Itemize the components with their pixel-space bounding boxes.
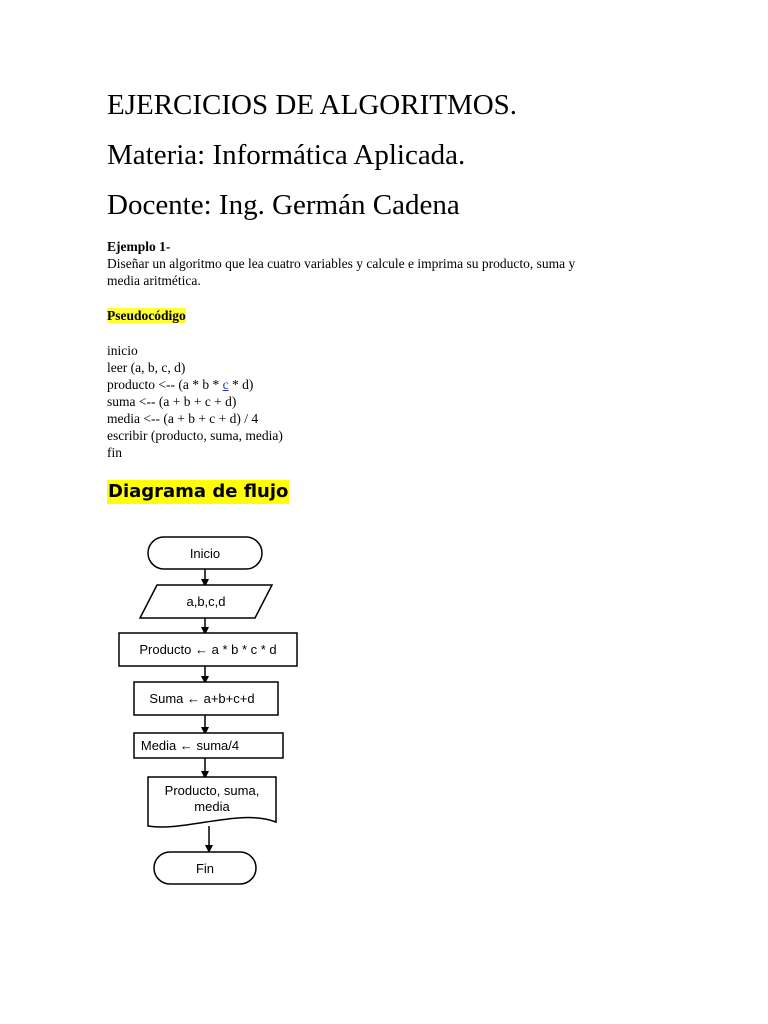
input-label: a,b,c,d [186, 594, 226, 609]
pseudocode-line-leer: leer (a, b, c, d) [107, 360, 186, 375]
pseudocode-line-suma: suma <-- (a + b + c + d) [107, 394, 237, 409]
example-description-2: media aritmética. [107, 273, 201, 288]
output-label-line2: media [194, 799, 230, 814]
example-title: Ejemplo 1- [107, 239, 171, 254]
suma-label: Suma ← a+b+c+d [149, 691, 255, 706]
pseudocode-line-inicio: inicio [107, 343, 138, 358]
pseudocode-producto-end: * d) [228, 377, 254, 392]
example-description-1: Diseñar un algoritmo que lea cuatro variables y calcule e imprima su producto, suma y [107, 256, 576, 271]
media-label: Media ← suma/4 [140, 738, 240, 753]
pseudocode-line-media: media <-- (a + b + c + d) / 4 [107, 411, 259, 426]
pseudocode-producto-start: producto <-- (a * b * [107, 377, 223, 392]
pseudocode-line-escribir: escribir (producto, suma, media) [107, 428, 283, 443]
pseudocode-line-fin: fin [107, 445, 122, 460]
producto-label: Producto ← a * b * c * d [139, 642, 277, 657]
end-label: Fin [195, 861, 215, 876]
diagram-heading: Diagrama de flujo [108, 481, 289, 502]
pseudocode-heading-text: Pseudocódigo [107, 308, 186, 323]
pseudocode-link-c[interactable]: c [222, 377, 229, 392]
start-label: Inicio [189, 546, 221, 561]
doc-title: EJERCICIOS DE ALGORITMOS. [107, 89, 518, 121]
output-label-line1: Producto, suma, [164, 783, 260, 798]
teacher-line: Docente: Ing. Germán Cadena [107, 189, 460, 221]
subject-line: Materia: Informática Aplicada. [107, 139, 466, 171]
